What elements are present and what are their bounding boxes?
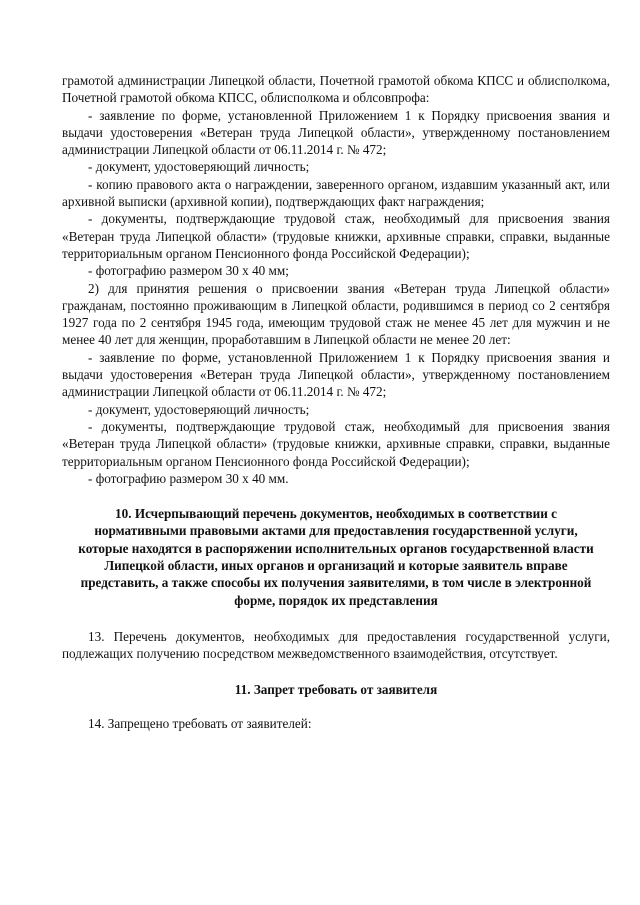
text-paragraph-item-2: 2) для принятия решения о присвоении звания «Ветеран труда Липецкой области» гражданам, постоянно проживающим в Липецкой области, родившимся в период со 2 сентября 1927 года по 2 сентября 1945 года, имеющим трудовой стаж не менее 45 лет для мужчин и не менее 40 лет для женщин, проработавшим в Липецкой области не менее 20 лет: bbox=[62, 280, 610, 348]
list-item-application-form-2: - заявление по форме, установленной Приложением 1 к Порядку присвоения звания и выдачи удостоверения «Ветеран труда Липецкой области», утвержденному постановлением администрации Липецкой области от 06.11.2014 г. № 472; bbox=[62, 349, 610, 400]
list-item-work-experience-documents-2: - документы, подтверждающие трудовой стаж, необходимый для присвоения звания «Ветеран труда Липецкой области» (трудовые книжки, архивные справки, справки, выданные территориальным органом Пенсионного фонда Российской Федерации); bbox=[62, 418, 610, 469]
document-page bbox=[62, 72, 610, 732]
list-item-award-act-copy: - копию правового акта о награждении, заверенного органом, издавшим указанный акт, или архивной выписки (архивной копии), подтверждающих факт награждения; bbox=[62, 176, 610, 210]
section-11-heading: 11. Запрет требовать от заявителя bbox=[234, 681, 438, 697]
list-item-photo: - фотографию размером 30 х 40 мм; bbox=[88, 263, 289, 279]
list-item-identity-document-2: - документ, удостоверяющий личность; bbox=[88, 401, 310, 417]
text-paragraph-14: 14. Запрещено требовать от заявителей: bbox=[88, 715, 312, 731]
text-paragraph-continuation: грамотой администрации Липецкой области, Почетной грамотой обкома КПСС и облисполкома, Почетной грамотой обкома КПСС, облисполкома и облсовпрофа: bbox=[62, 73, 610, 106]
list-item-application-form: - заявление по форме, установленной Приложением 1 к Порядку присвоения звания и выдачи удостоверения «Ветеран труда Липецкой области», утвержденному постановлением администрации Липецкой области от 06.11.2014 г. № 472; bbox=[62, 107, 610, 158]
list-item-photo-2: - фотографию размером 30 х 40 мм. bbox=[88, 470, 289, 486]
section-10-heading: 10. Исчерпывающий перечень документов, необходимых в соответствии с нормативными правовыми актами для предоставления государственной услуги, которые находятся в распоряжении исполнительных органов государственной власти Липецкой области, иных органов и организаций и которые заявитель вправе представить, а также способы их получения заявителями, в том числе в электронной форме, порядок их представления bbox=[78, 506, 594, 608]
list-item-work-experience-documents: - документы, подтверждающие трудовой стаж, необходимый для присвоения звания «Ветеран труда Липецкой области» (трудовые книжки, архивные справки, справки, выданные территориальным органом Пенсионного фонда Российской Федерации); bbox=[62, 211, 610, 261]
text-paragraph-13: 13. Перечень документов, необходимых для предоставления государственной услуги, подлежащих получению посредством межведомственного взаимодействия, отсутствует. bbox=[62, 628, 610, 662]
list-item-identity-document: - документ, удостоверяющий личность; bbox=[88, 159, 310, 175]
